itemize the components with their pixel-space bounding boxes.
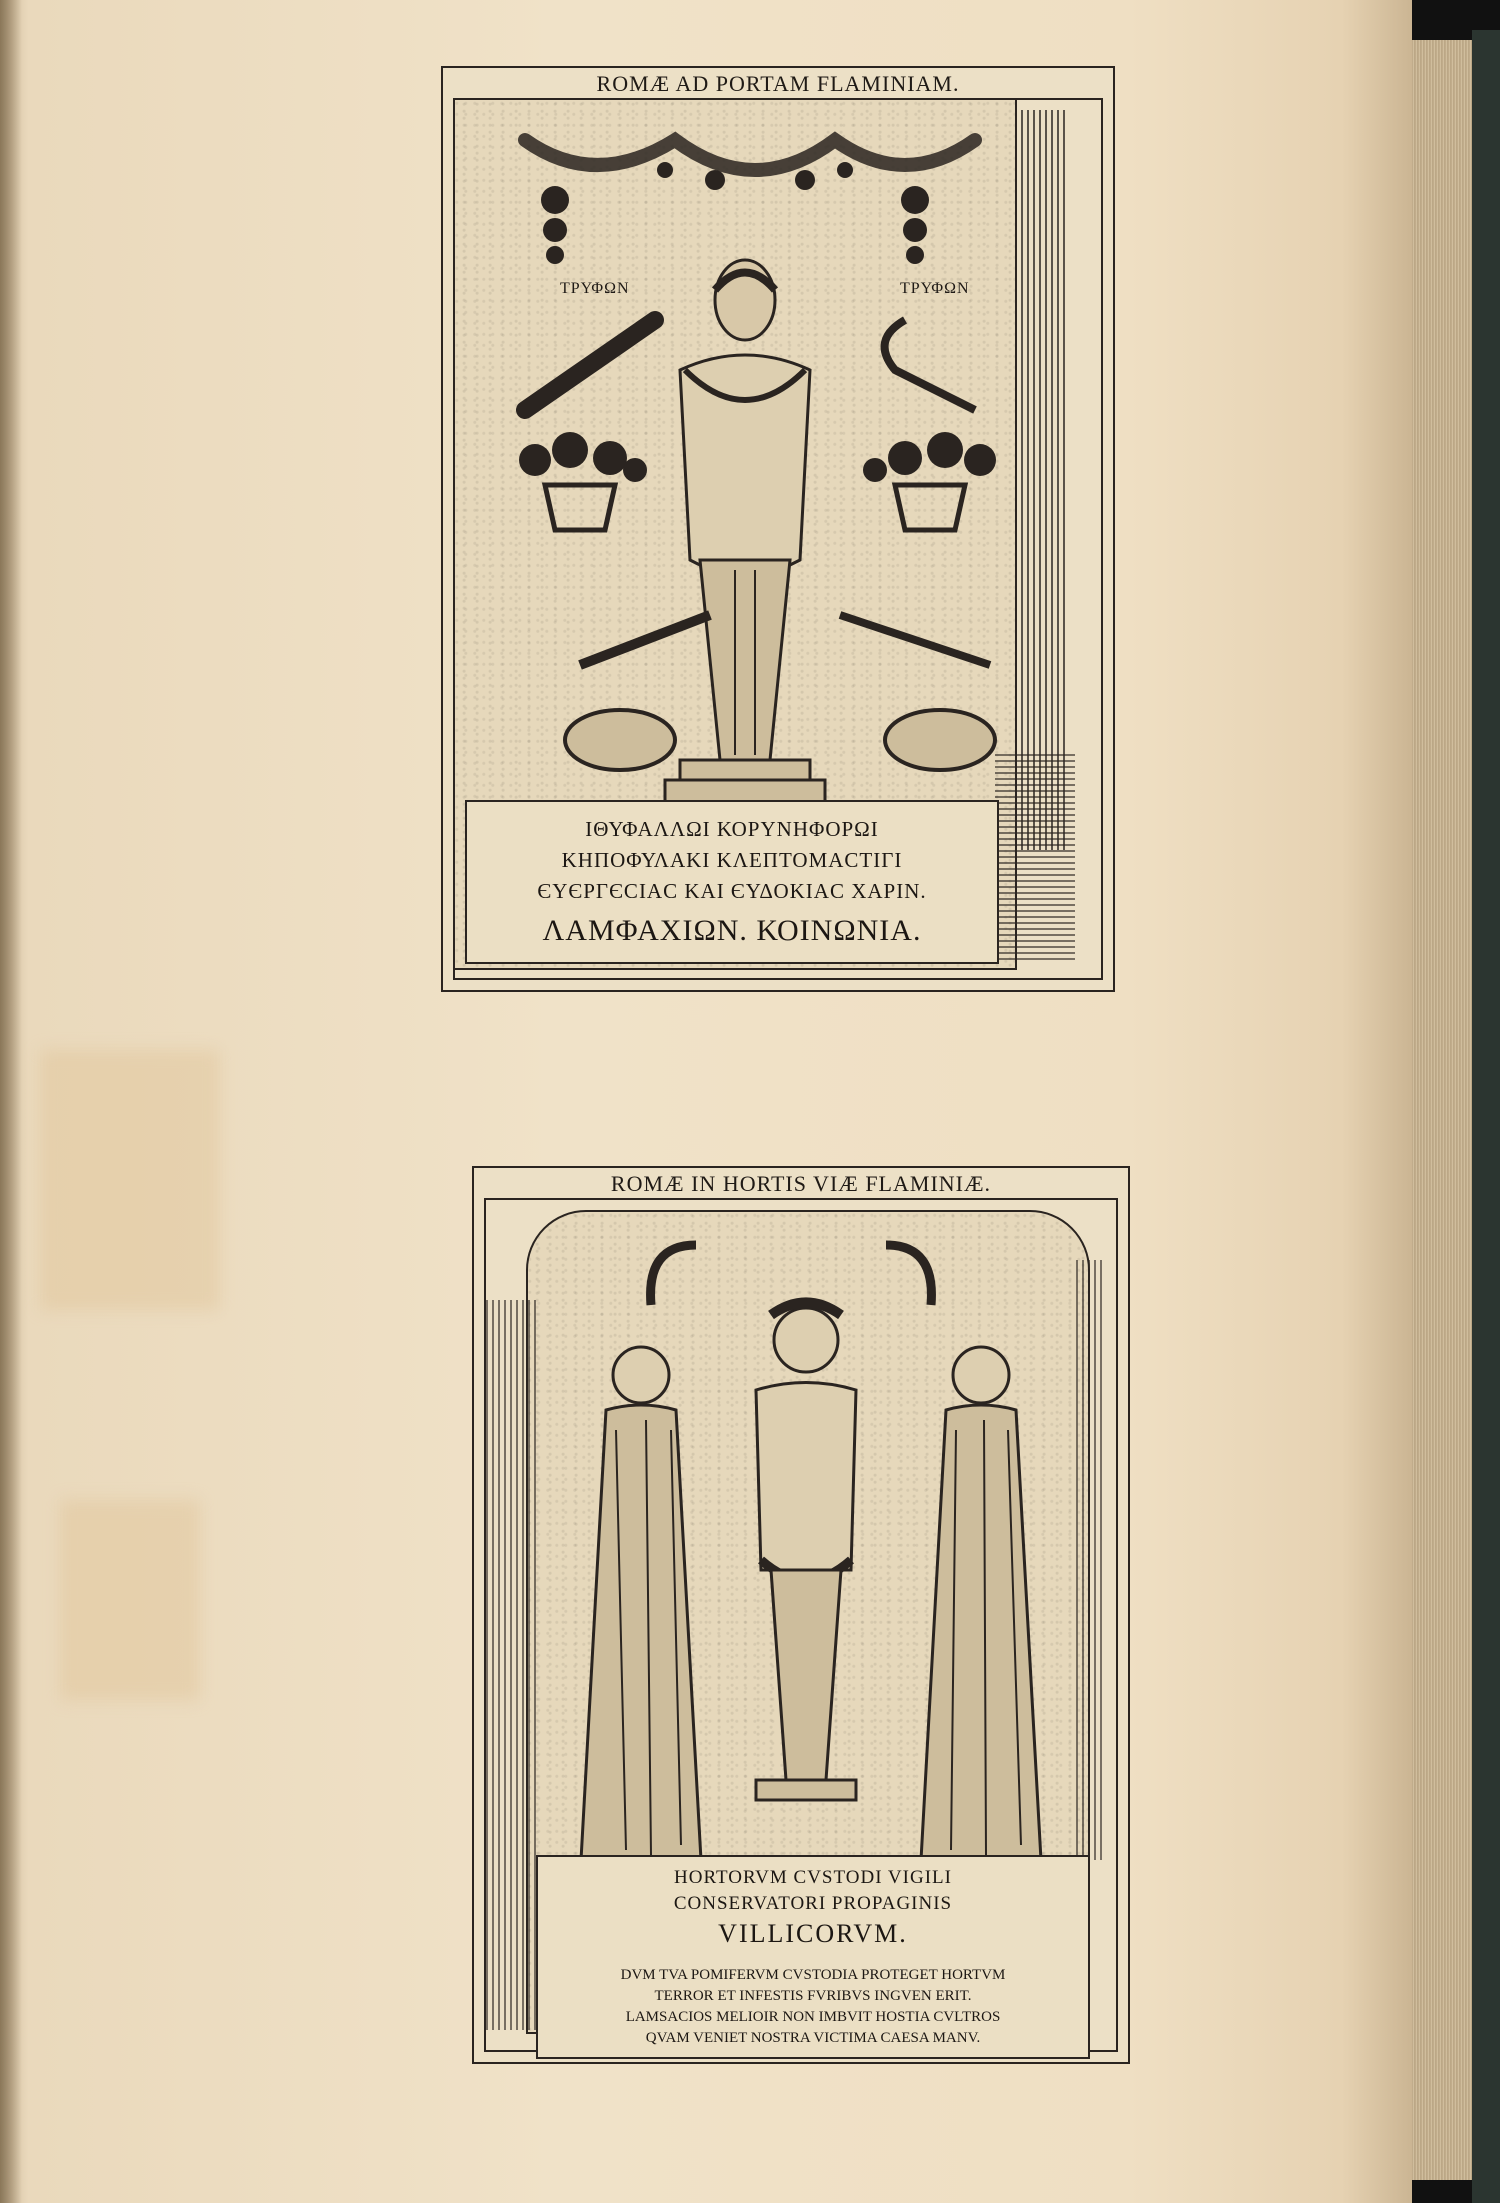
sickle-icon [865, 300, 985, 420]
club-icon [515, 310, 665, 420]
book-binding [1472, 30, 1500, 2203]
knife-left-icon [575, 610, 715, 670]
inscription-panel-top [465, 800, 999, 964]
stele-broken-edge [1015, 110, 1065, 850]
plate-top-title: ROMÆ AD PORTAM FLAMINIAM. [596, 71, 960, 96]
page-edges [1412, 40, 1480, 2180]
inscription-name: VILLICORVM. [718, 1919, 908, 1948]
inscription-verse [538, 1965, 1088, 2049]
paper-stain [60, 1500, 200, 1700]
inscription-panel-bottom [536, 1855, 1090, 2059]
stele-right-edge [1076, 1260, 1106, 1860]
inscription-line: ЄΥЄΡΓЄСΙΑС ΚΑΙ ЄΥΔΟΚΙΑС ΧΑΡΙΝ. [537, 879, 927, 903]
stele-base-side [995, 750, 1075, 960]
knife-right-icon [835, 610, 995, 670]
gutter-shadow [0, 0, 22, 2203]
fruit-basket-left [505, 430, 655, 540]
inscription-signature: ΛΑΜΦΑΧΙΩΝ. ΚΟΙΝΩΝΙΑ. [542, 914, 922, 947]
herm-figure [660, 260, 830, 820]
goat-head-left-icon [555, 690, 685, 780]
inscription-line: LAMSACIOS MELIOIR NON IMBVIT HOSTIA CVLTROS [625, 2009, 1001, 2025]
fruit-basket-right [855, 430, 1005, 540]
inscription-tryphon-right: ΤΡΥΦΩΝ [900, 280, 970, 297]
inscription-tryphon-left: ΤΡΥΦΩΝ [560, 280, 630, 297]
inscription-greek [467, 814, 997, 907]
herm-bottom-figure [726, 1300, 886, 1830]
inscription-line: DVM TVA POMIFERVM CVSTODIA PROTEGET HORTVM [620, 1967, 1006, 1983]
plate-top-frame [453, 98, 1103, 980]
woman-left-figure [566, 1340, 716, 1880]
plate-top [441, 66, 1115, 992]
inscription-line: CONSERVATORI PROPAGINIS [673, 1893, 953, 1914]
inscription-line: QVAM VENIET NOSTRA VICTIMA CAESA MANV. [645, 2030, 981, 2046]
paper-stain [40, 1050, 220, 1310]
plate-bottom-frame [484, 1198, 1118, 2052]
inscription-line: ΚΗΠΟΦΥΛΑΚΙ ΚΛΕΠΤΟΜΑСΤΙΓΙ [561, 848, 903, 872]
stele-left-edge [486, 1300, 536, 2030]
plate-bottom-title: ROMÆ IN HORTIS VIÆ FLAMINIÆ. [610, 1171, 992, 1196]
goat-head-right-icon [875, 690, 1005, 780]
inscription-line: TERROR ET INFESTIS FVRIBVS INGVEN ERIT. [654, 1988, 972, 2004]
inscription-line: HORTORVM CVSTODI VIGILI [674, 1867, 952, 1888]
plate-bottom [472, 1166, 1130, 2064]
sickle-left-icon [636, 1235, 716, 1315]
inscription-dedication [538, 1865, 1088, 1951]
woman-right-figure [906, 1340, 1056, 1880]
inscription-line: ΙΘΥΦΑΛΛΩΙ ΚΟΡΥΝΗΦΟΡΩΙ [585, 817, 879, 841]
